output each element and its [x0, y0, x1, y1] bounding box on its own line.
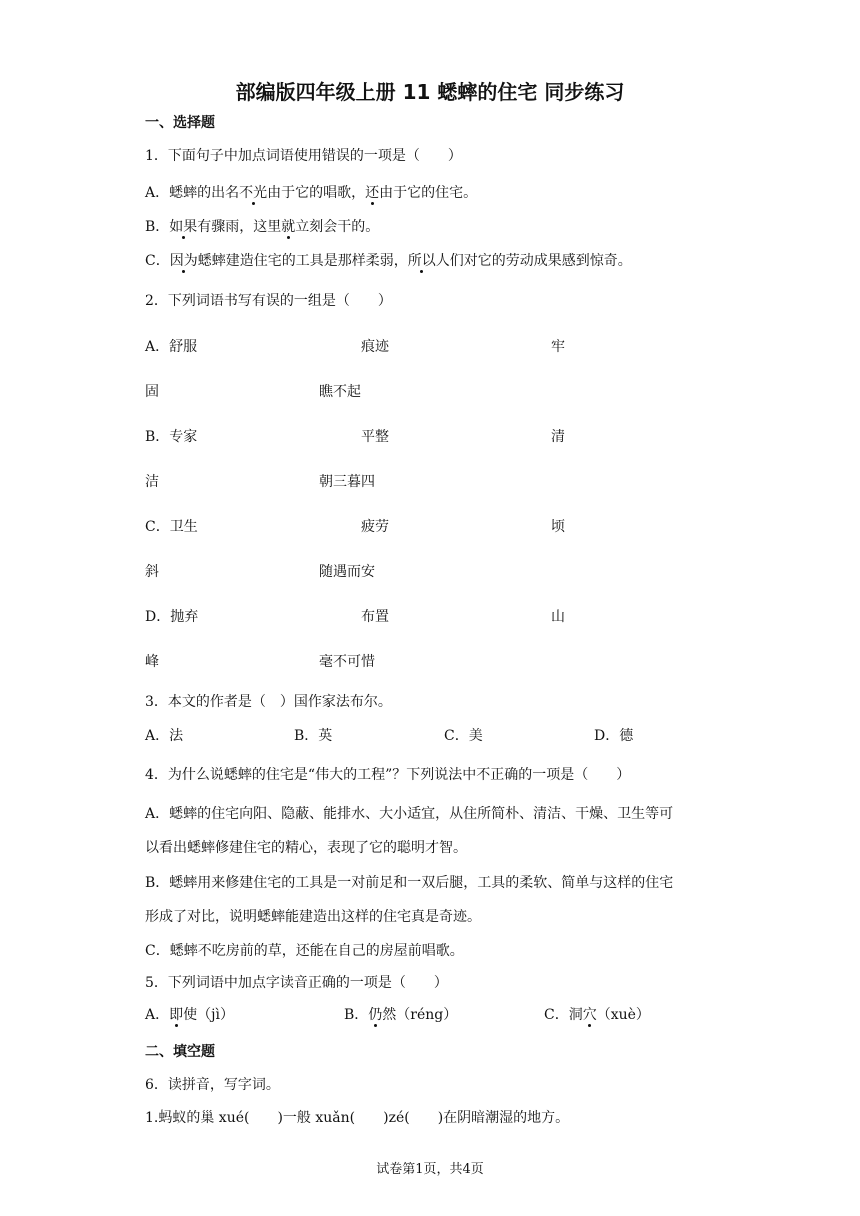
question-5-stem: 5．下列词语中加点字读音正确的一项是（ ）: [145, 975, 448, 991]
word: 斜: [145, 564, 159, 580]
word: 布置: [361, 609, 389, 625]
option-text: A．: [145, 1007, 170, 1023]
dotted-word: 不光: [239, 185, 268, 201]
word: 固: [145, 384, 159, 400]
question-1-option-c[interactable]: [145, 251, 632, 271]
option-text: 使（jì）: [183, 1007, 234, 1023]
question-4-option-b[interactable]: B．蟋蟀用来修建住宅的工具是一对前足和一双后腿，工具的柔软、简单与这样的住宅: [145, 875, 674, 891]
option-text: C．: [145, 253, 170, 269]
question-2-option-a[interactable]: A．舒服: [145, 339, 198, 355]
word: 朝三暮四: [319, 474, 375, 490]
word: 牢: [551, 339, 565, 355]
question-4-option-a[interactable]: A．蟋蟀的住宅向阳、隐蔽、能排水、大小适宜，从住所简朴、清洁、干燥、卫生等可: [145, 806, 674, 822]
dotted-word: 所以: [407, 253, 436, 269]
word: 随遇而安: [319, 564, 375, 580]
option-text: B．: [344, 1007, 369, 1023]
page-footer: 试卷第1页，共4页: [376, 1162, 484, 1177]
option-text: C．洞: [544, 1007, 583, 1023]
question-4-stem: 4．为什么说蟋蟀的住宅是“伟大的工程”？下列说法中不正确的一项是（ ）: [145, 767, 631, 783]
question-3-option-b[interactable]: B．英: [294, 728, 333, 744]
question-5-option-a[interactable]: [145, 1005, 234, 1025]
dotted-word: 就: [281, 219, 296, 235]
question-5-option-c[interactable]: [544, 1005, 650, 1025]
option-text: （xuè）: [596, 1007, 650, 1023]
option-text: 以看出蟋蟀修建住宅的精心，表现了它的聪明才智。: [145, 840, 467, 856]
word: 洁: [145, 474, 159, 490]
question-1-option-a[interactable]: [145, 183, 477, 203]
question-2-option-b[interactable]: B．专家: [145, 429, 198, 445]
section-heading-choice: 一、选择题: [145, 115, 215, 131]
question-3-option-c[interactable]: C．美: [444, 728, 483, 744]
word: 疲劳: [361, 519, 389, 535]
question-5-option-b[interactable]: [344, 1005, 457, 1025]
question-6-line-1[interactable]: 1.蚂蚁的巢 xué( )一般 xuǎn( )zé( )在阴暗潮湿的地方。: [145, 1110, 570, 1126]
question-2-stem: 2．下列词语书写有误的一组是（ ）: [145, 293, 392, 309]
word: 瞧不起: [319, 384, 361, 400]
section-heading-fill: 二、填空题: [145, 1044, 215, 1060]
dotted-word: 还: [365, 185, 380, 201]
option-text: 形成了对比，说明蟋蟀能建造出这样的住宅真是奇迹。: [145, 909, 481, 925]
word: 山: [551, 609, 565, 625]
question-4-option-c[interactable]: C．蟋蟀不吃房前的草，还能在自己的房屋前唱歌。: [145, 943, 464, 959]
word: 平整: [361, 429, 389, 445]
question-2-option-c[interactable]: C．卫生: [145, 519, 198, 535]
question-6-stem: 6．读拼音，写字词。: [145, 1077, 280, 1093]
option-text: 有骤雨，这里: [197, 219, 282, 235]
option-text: A．蟋蟀的出名: [145, 185, 240, 201]
question-3-option-a[interactable]: A．法: [145, 728, 184, 744]
option-text: 立刻会干的。: [295, 219, 380, 235]
question-3-stem: 3．本文的作者是（ ）国作家法布尔。: [145, 694, 392, 710]
question-1-stem: 1．下面句子中加点词语使用错误的一项是（ ）: [145, 148, 462, 164]
dotted-char: 即: [169, 1007, 184, 1023]
option-text: 由于它的住宅。: [379, 185, 478, 201]
word: 顷: [551, 519, 565, 535]
page-title: 部编版四年级上册 11 蟋蟀的住宅 同步练习: [235, 80, 625, 104]
word: 峰: [145, 654, 159, 670]
option-text: 然（réng）: [382, 1007, 458, 1023]
word: 痕迹: [361, 339, 389, 355]
dotted-char: 穴: [582, 1007, 597, 1023]
option-text: 蟋蟀建造住宅的工具是那样柔弱，: [197, 253, 408, 269]
question-3-option-d[interactable]: D．德: [594, 728, 634, 744]
word: 毫不可惜: [319, 654, 375, 670]
dotted-word: 如果: [169, 219, 198, 235]
option-text: B．: [145, 219, 170, 235]
dotted-word: 因为: [169, 253, 198, 269]
dotted-char: 仍: [368, 1007, 383, 1023]
word: 清: [551, 429, 565, 445]
option-text: 由于它的唱歌，: [267, 185, 366, 201]
question-1-option-b[interactable]: [145, 217, 379, 237]
question-2-option-d[interactable]: D．抛弃: [145, 609, 199, 625]
option-text: 人们对它的劳动成果感到惊奇。: [435, 253, 632, 269]
